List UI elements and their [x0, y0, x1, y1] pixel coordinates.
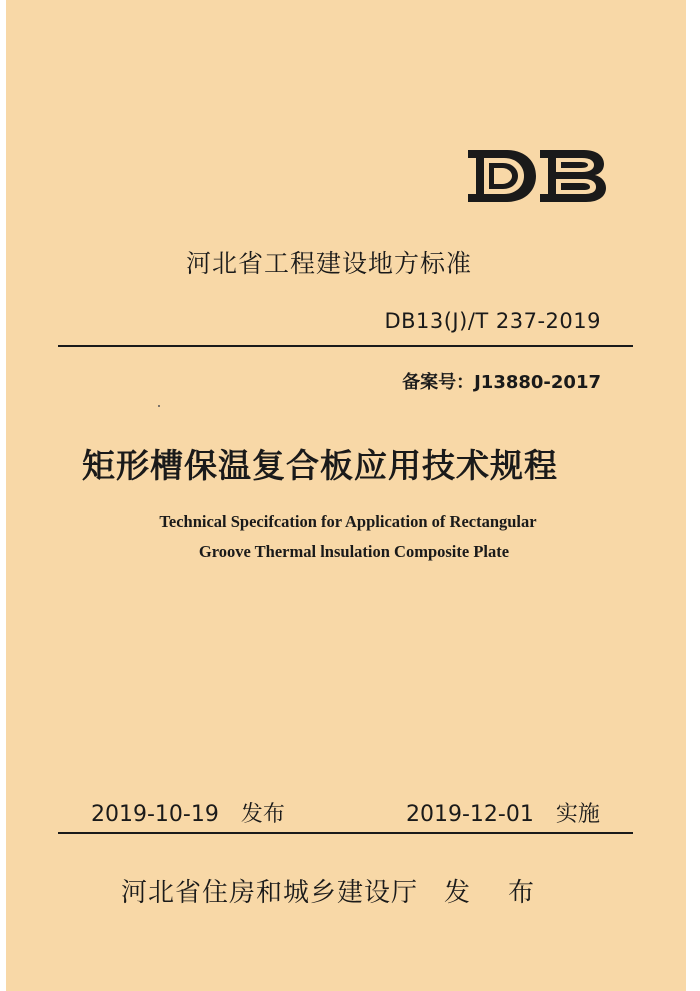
implement-date-block [406, 797, 600, 828]
standard-number: DB13(J)/T 237-2019 [384, 309, 601, 333]
cover-page [6, 0, 686, 991]
implement-date: 2019-12-01 [406, 802, 534, 827]
standard-category: 河北省工程建设地方标准 [186, 249, 473, 278]
issue-label: 发布 [240, 802, 285, 827]
issuer-name: 河北省住房和城乡建设厅 [121, 878, 419, 908]
issue-date: 2019-10-19 [91, 802, 219, 827]
issue-date-block [91, 797, 285, 828]
print-speck [158, 405, 160, 407]
implement-label: 实施 [555, 802, 600, 827]
title-english-line1: Technical Specifcation for Application of Rectangular [159, 512, 537, 531]
top-divider [58, 345, 633, 347]
issuer-block [121, 872, 572, 909]
db-logo [466, 148, 608, 204]
issuer-verb: 发布 [444, 878, 573, 908]
filing-number: 备案号：J13880-2017 [402, 372, 601, 393]
db-logo-icon [466, 148, 608, 204]
title-chinese: 矩形槽保温复合板应用技术规程 [82, 446, 558, 485]
bottom-divider [58, 832, 633, 834]
title-english-line2: Groove Thermal lnsulation Composite Plate [198, 542, 510, 561]
